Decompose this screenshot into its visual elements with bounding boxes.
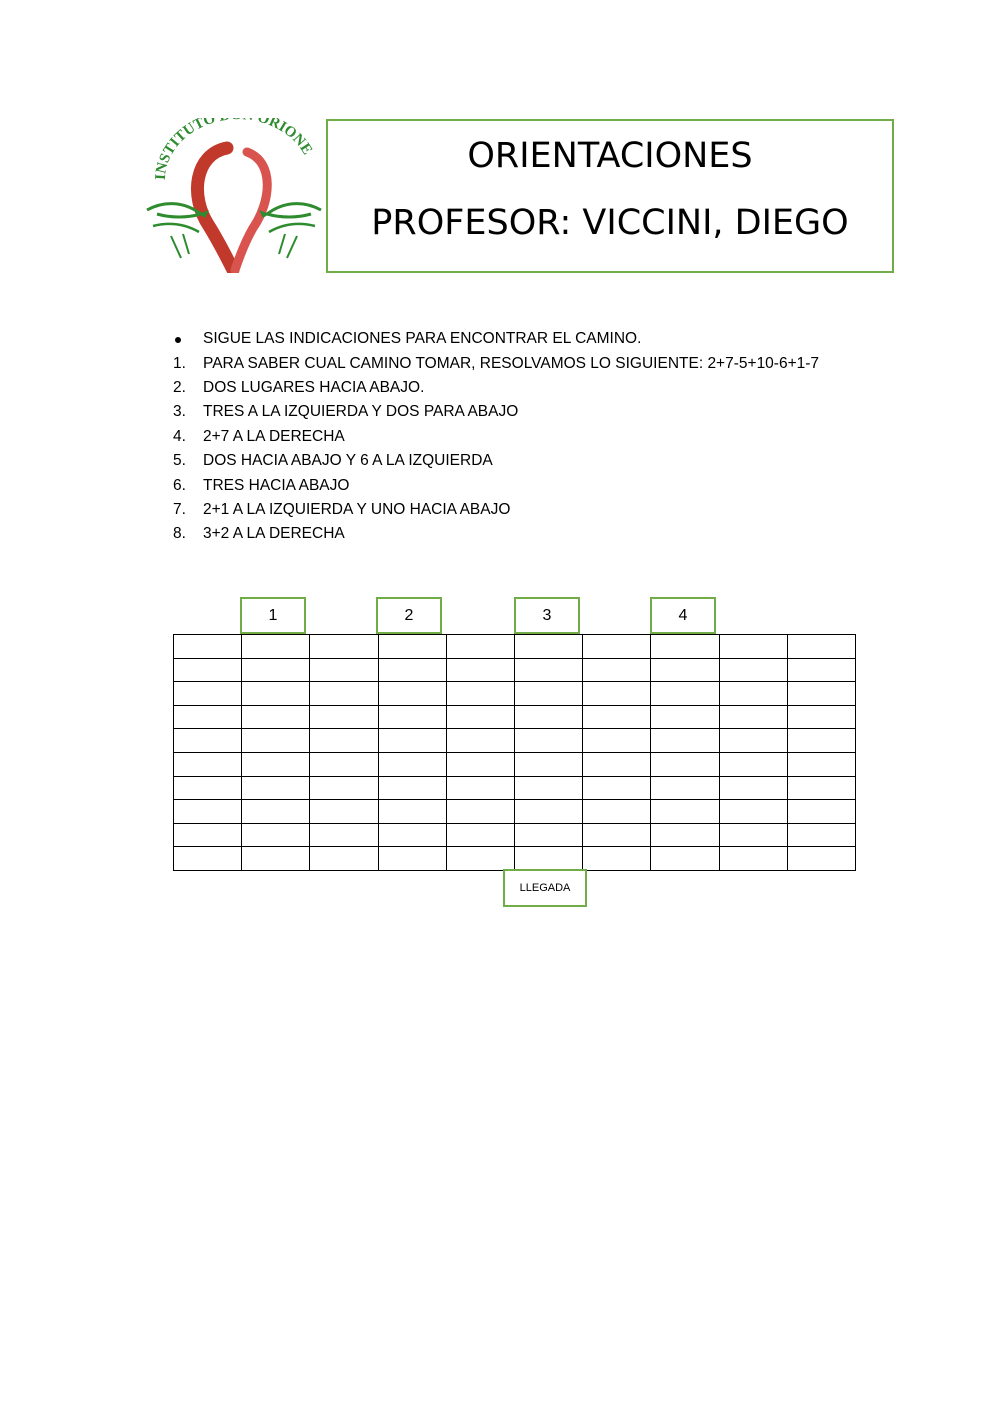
instruction-item — [173, 425, 819, 449]
grid-cell — [310, 752, 378, 776]
grid-cell — [378, 658, 446, 682]
grid-cell — [242, 635, 310, 659]
grid-cell — [514, 823, 582, 847]
grid-cell — [242, 800, 310, 824]
path-box-4: 4 — [650, 597, 716, 634]
grid-cell — [514, 635, 582, 659]
grid-cell — [514, 752, 582, 776]
grid-cell — [651, 752, 719, 776]
grid-cell — [651, 729, 719, 753]
grid-cell — [174, 752, 242, 776]
teacher-name: PROFESOR: VICCINI, DIEGO — [371, 203, 849, 243]
grid-cell — [514, 705, 582, 729]
logo-text: INSTITUTO ORIONE — [152, 118, 316, 181]
grid-cell — [446, 635, 514, 659]
grid-cell — [446, 752, 514, 776]
grid-cell — [719, 800, 787, 824]
grid-cell — [174, 658, 242, 682]
instruction-number: 3. — [173, 403, 186, 421]
grid-row — [174, 800, 856, 824]
grid-cell — [174, 823, 242, 847]
grid-row — [174, 847, 856, 871]
grid-row — [174, 729, 856, 753]
grid-cell — [310, 847, 378, 871]
grid-cell — [242, 776, 310, 800]
grid-cell — [514, 776, 582, 800]
grid-cell — [719, 847, 787, 871]
grid-cell — [583, 823, 651, 847]
grid-cell — [310, 658, 378, 682]
grid-cell — [583, 752, 651, 776]
grid-cell — [378, 847, 446, 871]
grid-cell — [787, 682, 855, 706]
page-title: ORIENTACIONES — [467, 136, 753, 176]
grid-cell — [174, 635, 242, 659]
grid-cell — [446, 682, 514, 706]
grid-cell — [514, 658, 582, 682]
grid-cell — [651, 823, 719, 847]
grid-cell — [242, 823, 310, 847]
grid-cell — [242, 658, 310, 682]
maze-grid — [173, 634, 856, 871]
grid-row — [174, 682, 856, 706]
grid-cell — [719, 682, 787, 706]
grid-cell — [787, 658, 855, 682]
grid-cell — [651, 705, 719, 729]
grid-cell — [174, 776, 242, 800]
path-box-3: 3 — [514, 597, 580, 634]
grid-row — [174, 776, 856, 800]
grid-row — [174, 705, 856, 729]
instructions-list — [173, 327, 819, 547]
grid-cell — [651, 682, 719, 706]
instruction-item — [173, 376, 819, 400]
grid-cell — [651, 635, 719, 659]
instruction-text: 2+1 A LA IZQUIERDA Y UNO HACIA ABAJO — [203, 500, 511, 518]
grid-row — [174, 752, 856, 776]
grid-cell — [583, 705, 651, 729]
instruction-text: PARA SABER CUAL CAMINO TOMAR, RESOLVAMOS LO SIGUIENTE: 2+7-5+10-6+1-7 — [203, 354, 820, 372]
grid-cell — [719, 823, 787, 847]
grid-cell — [378, 823, 446, 847]
grid-cell — [310, 823, 378, 847]
grid-cell — [787, 823, 855, 847]
path-box-2: 2 — [376, 597, 442, 634]
grid-cell — [242, 847, 310, 871]
grid-row — [174, 658, 856, 682]
grid-cell — [787, 705, 855, 729]
grid-cell — [378, 729, 446, 753]
grid-cell — [719, 729, 787, 753]
school-logo — [143, 118, 325, 273]
grid-cell — [583, 729, 651, 753]
instruction-number: 4. — [173, 427, 186, 445]
instruction-text: TRES A LA IZQUIERDA Y DOS PARA ABAJO — [203, 403, 519, 421]
grid-row — [174, 635, 856, 659]
grid-cell — [719, 776, 787, 800]
grid-cell — [310, 705, 378, 729]
grid-cell — [651, 800, 719, 824]
instruction-number: 7. — [173, 500, 186, 518]
grid-cell — [378, 705, 446, 729]
grid-cell — [514, 729, 582, 753]
path-box-1: 1 — [240, 597, 306, 634]
grid-cell — [787, 752, 855, 776]
grid-cell — [378, 635, 446, 659]
grid-cell — [378, 776, 446, 800]
grid-cell — [174, 847, 242, 871]
grid-cell — [310, 682, 378, 706]
instruction-number: 1. — [173, 354, 186, 372]
grid-cell — [651, 847, 719, 871]
instruction-item — [173, 327, 819, 351]
grid-cell — [719, 705, 787, 729]
grid-cell — [651, 776, 719, 800]
grid-cell — [446, 800, 514, 824]
grid-cell — [310, 729, 378, 753]
instruction-item — [173, 473, 819, 497]
bullet-marker — [173, 330, 203, 348]
instruction-item — [173, 351, 819, 375]
instruction-item — [173, 449, 819, 473]
instruction-number: 2. — [173, 378, 186, 396]
grid-cell — [583, 776, 651, 800]
grid-cell — [242, 705, 310, 729]
grid-cell — [378, 682, 446, 706]
grid-cell — [310, 635, 378, 659]
grid-cell — [514, 682, 582, 706]
grid-cell — [446, 705, 514, 729]
grid-cell — [787, 776, 855, 800]
grid-cell — [242, 682, 310, 706]
bullet-dot-icon — [175, 337, 181, 343]
grid-cell — [583, 847, 651, 871]
instruction-text: DOS HACIA ABAJO Y 6 A LA IZQUIERDA — [203, 452, 493, 470]
grid-cell — [242, 729, 310, 753]
grid-cell — [446, 823, 514, 847]
grid-cell — [583, 800, 651, 824]
instruction-text: TRES HACIA ABAJO — [203, 476, 350, 494]
grid-cell — [787, 800, 855, 824]
grid-cell — [446, 847, 514, 871]
finish-box: LLEGADA — [503, 869, 587, 907]
grid-cell — [719, 752, 787, 776]
grid-cell — [242, 752, 310, 776]
grid-cell — [446, 729, 514, 753]
grid-cell — [583, 635, 651, 659]
grid-row — [174, 823, 856, 847]
instruction-text: 2+7 A LA DERECHA — [203, 427, 345, 445]
grid-cell — [787, 729, 855, 753]
instruction-item — [173, 498, 819, 522]
grid-cell — [651, 658, 719, 682]
grid-cell — [310, 800, 378, 824]
grid-cell — [378, 752, 446, 776]
grid-cell — [583, 682, 651, 706]
grid-cell — [378, 800, 446, 824]
instruction-item — [173, 522, 819, 546]
grid-cell — [787, 847, 855, 871]
instruction-text: DOS LUGARES HACIA ABAJO. — [203, 378, 425, 396]
grid-cell — [310, 776, 378, 800]
instruction-number: 8. — [173, 525, 186, 543]
instruction-text: SIGUE LAS INDICACIONES PARA ENCONTRAR EL CAMINO. — [203, 330, 642, 348]
grid-cell — [174, 682, 242, 706]
grid-cell — [514, 800, 582, 824]
grid-cell — [719, 658, 787, 682]
instruction-item — [173, 400, 819, 424]
instruction-text: 3+2 A LA DERECHA — [203, 525, 345, 543]
grid-cell — [174, 729, 242, 753]
header-box — [326, 119, 894, 273]
instruction-number: 5. — [173, 452, 186, 470]
grid-cell — [174, 800, 242, 824]
grid-cell — [583, 658, 651, 682]
instruction-number: 6. — [173, 476, 186, 494]
svg-text:INSTITUTO DON ORIONE — [153, 118, 315, 180]
grid-cell — [446, 776, 514, 800]
grid-cell — [787, 635, 855, 659]
grid-cell — [446, 658, 514, 682]
grid-cell — [174, 705, 242, 729]
grid-cell — [719, 635, 787, 659]
grid-cell — [514, 847, 582, 871]
